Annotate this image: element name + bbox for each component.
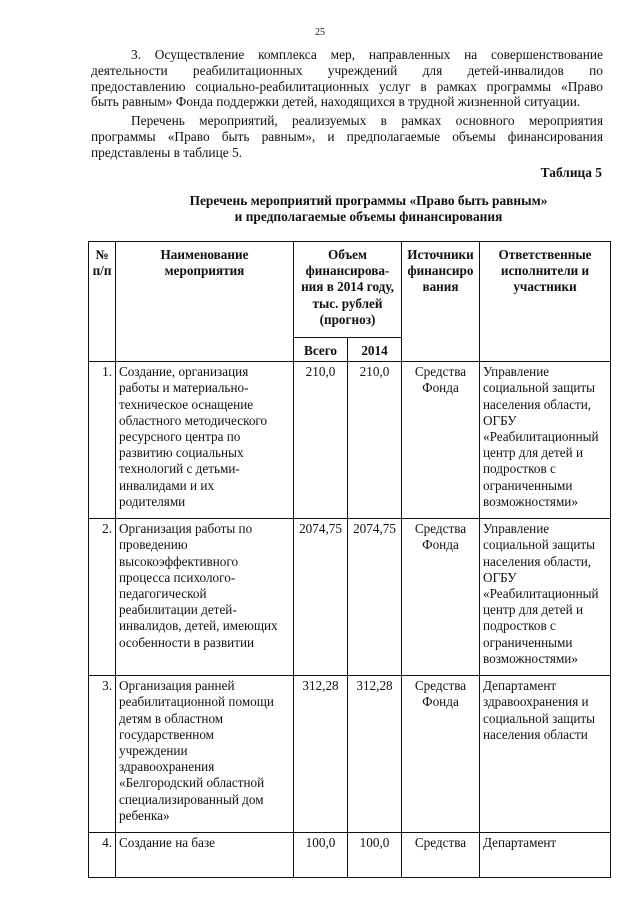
- header-volume-line-1: Объем: [327, 247, 368, 262]
- row-1-responsible-line: ограниченными: [483, 477, 573, 493]
- header-volume-line-3: ния в 2014 году,: [301, 279, 394, 295]
- header-volume: [294, 242, 402, 338]
- row-2-name: [116, 519, 294, 676]
- row-2-name-line: Организация работы по: [119, 521, 253, 537]
- row-3-name-line: ребенка»: [119, 807, 170, 823]
- page-number: 25: [315, 27, 325, 38]
- row-1-responsible: [480, 362, 611, 519]
- table-row: [89, 362, 611, 519]
- row-3-name-line: реабилитационной помощи: [119, 694, 274, 710]
- paragraph-1: [91, 47, 603, 110]
- row-2-responsible: [480, 519, 611, 676]
- row-3-responsible-line: Департамент: [483, 678, 557, 694]
- row-3-source-line: Средства: [414, 678, 467, 694]
- row-1-responsible-line: социальной защиты: [483, 380, 596, 396]
- row-3-name-line: Организация ранней: [119, 678, 235, 694]
- table-row: [89, 676, 611, 833]
- row-2-responsible-line: возможностями»: [483, 650, 578, 666]
- row-3-total: 312,28: [294, 676, 348, 833]
- row-3-name-line: государственном: [119, 726, 215, 742]
- row-2-source-line: Фонда: [422, 537, 459, 553]
- row-2-name-line: особенности в развитии: [119, 634, 255, 650]
- row-2-name-line: проведению: [119, 537, 188, 553]
- row-1-responsible-line: «Реабилитационный: [483, 429, 599, 445]
- row-4-responsible: [480, 833, 611, 878]
- paragraph-2-line-1: Перечень мероприятий, реализуемых в рамках основного мероприятия: [131, 113, 603, 128]
- row-3-responsible: [480, 676, 611, 833]
- row-2-responsible-line: ограниченными: [483, 634, 573, 650]
- paragraph-2-line-2: программы «Право быть равным», и предполагаемые объемы финансирования: [91, 128, 603, 144]
- header-sources-line-1: Источники: [407, 247, 474, 262]
- row-2-year: 2074,75: [348, 519, 402, 676]
- header-responsible-line-2: исполнители и: [500, 263, 590, 279]
- header-responsible-line-3: участники: [513, 279, 577, 295]
- header-volume-line-4: тыс. рублей: [312, 295, 383, 311]
- paragraph-1-line-1: 3. Осуществление комплекса мер, направленных на совершенствование: [131, 47, 603, 62]
- row-2-responsible-line: «Реабилитационный: [483, 586, 599, 602]
- header-responsible-line-1: Ответственные: [498, 247, 592, 262]
- row-4-total: 100,0: [294, 833, 348, 878]
- header-year: 2014: [348, 338, 402, 362]
- row-4-num: 4.: [89, 833, 116, 878]
- row-2-source: [402, 519, 480, 676]
- row-1-name-line: родителями: [119, 493, 186, 509]
- table-title-line-2: и предполагаемые объемы финансирования: [234, 209, 503, 224]
- table-label: Таблица 5: [540, 165, 602, 180]
- header-num-line-1: №: [95, 247, 109, 262]
- row-3-year: 312,28: [348, 676, 402, 833]
- row-3-num: 3.: [89, 676, 116, 833]
- row-1-name-line: технологий с детьми-: [119, 461, 240, 477]
- row-3-responsible-line: здравоохранения и: [483, 694, 589, 710]
- financing-table: [88, 241, 611, 878]
- row-1-name: [116, 362, 294, 519]
- table-title-line-1: Перечень мероприятий программы «Право быть равным»: [189, 193, 548, 208]
- row-1-source: [402, 362, 480, 519]
- header-total: Всего: [294, 338, 348, 362]
- row-1-name-line: техническое оснащение: [119, 396, 254, 412]
- header-sources-line-3: вания: [422, 279, 459, 295]
- row-2-responsible-line: социальной защиты: [483, 537, 596, 553]
- header-sources-line-2: финансиро: [407, 263, 474, 279]
- row-1-responsible-line: подростков с: [483, 461, 556, 477]
- row-1-responsible-line: ОГБУ: [483, 412, 517, 428]
- row-4-year: 100,0: [348, 833, 402, 878]
- header-num-line-2: п/п: [92, 263, 112, 279]
- row-1-num: 1.: [89, 362, 116, 519]
- header-name-line-2: мероприятия: [164, 263, 245, 279]
- row-3-name-line: учреждении: [119, 743, 188, 759]
- row-2-responsible-line: подростков с: [483, 618, 556, 634]
- row-1-year: 210,0: [348, 362, 402, 519]
- paragraph-2: [91, 113, 603, 160]
- table-row: [89, 519, 611, 676]
- row-2-name-line: реабилитации детей-: [119, 602, 237, 618]
- table-title: [91, 193, 640, 225]
- row-1-name-line: инвалидами и их: [119, 477, 215, 493]
- row-3-name-line: специализированный дом: [119, 791, 264, 807]
- table-header-row: [89, 242, 611, 338]
- row-4-source-line: Средства: [414, 835, 467, 851]
- paragraph-1-line-3: предоставлению социально-реабилитационных услуг в рамках программы «Право: [91, 78, 603, 94]
- header-num: [89, 242, 116, 362]
- row-1-total: 210,0: [294, 362, 348, 519]
- paragraph-2-line-3: представлены в таблице 5.: [91, 144, 243, 160]
- row-2-source-line: Средства: [414, 521, 467, 537]
- header-name-line-1: Наименование: [160, 247, 249, 262]
- header-volume-line-5: (прогноз): [319, 311, 376, 327]
- row-1-name-line: областного методического: [119, 412, 268, 428]
- row-1-name-line: работы и материально-: [119, 380, 249, 396]
- row-2-responsible-line: ОГБУ: [483, 569, 517, 585]
- header-responsible: [480, 242, 611, 362]
- header-sources: [402, 242, 480, 362]
- row-1-source-line: Фонда: [422, 380, 459, 396]
- row-2-responsible-line: Управление: [483, 521, 550, 537]
- header-volume-line-2: финансирова-: [305, 263, 390, 279]
- row-2-name-line: педагогической: [119, 586, 207, 602]
- row-1-name-line: развитию социальных: [119, 445, 244, 461]
- row-2-total: 2074,75: [294, 519, 348, 676]
- row-2-name-line: высокоэффективного: [119, 553, 239, 569]
- row-2-responsible-line: населения области,: [483, 553, 592, 569]
- row-2-responsible-line: центр для детей и: [483, 602, 584, 618]
- row-4-name-line: Создание на базе: [119, 835, 216, 851]
- row-1-name-line: Создание, организация: [119, 364, 249, 380]
- row-3-responsible-line: социальной защиты: [483, 710, 596, 726]
- row-3-name: [116, 676, 294, 833]
- row-2-num: 2.: [89, 519, 116, 676]
- row-1-name-line: ресурсного центра по: [119, 429, 241, 445]
- paragraph-1-line-2: деятельности реабилитационных учреждений для детей-инвалидов по: [91, 62, 603, 78]
- row-1-responsible-line: Управление: [483, 364, 550, 380]
- row-2-name-line: процесса психолого-: [119, 569, 236, 585]
- row-1-responsible-line: населения области,: [483, 396, 592, 412]
- paragraph-1-line-4: быть равным» Фонда поддержки детей, находящихся в трудной жизненной ситуации.: [91, 94, 581, 110]
- row-3-name-line: детям в областном: [119, 710, 224, 726]
- row-3-source: [402, 676, 480, 833]
- row-3-responsible-line: населения области: [483, 726, 588, 742]
- row-1-source-line: Средства: [414, 364, 467, 380]
- row-4-name: [116, 833, 294, 878]
- table-row: [89, 833, 611, 878]
- row-3-name-line: «Белгородский областной: [119, 775, 265, 791]
- row-1-responsible-line: центр для детей и: [483, 445, 584, 461]
- row-2-name-line: инвалидов, детей, имеющих: [119, 618, 278, 634]
- row-3-source-line: Фонда: [422, 694, 459, 710]
- header-name: [116, 242, 294, 362]
- row-1-responsible-line: возможностями»: [483, 493, 578, 509]
- row-4-source: [402, 833, 480, 878]
- row-3-name-line: здравоохранения: [119, 759, 215, 775]
- row-4-responsible-line: Департамент: [483, 835, 557, 851]
